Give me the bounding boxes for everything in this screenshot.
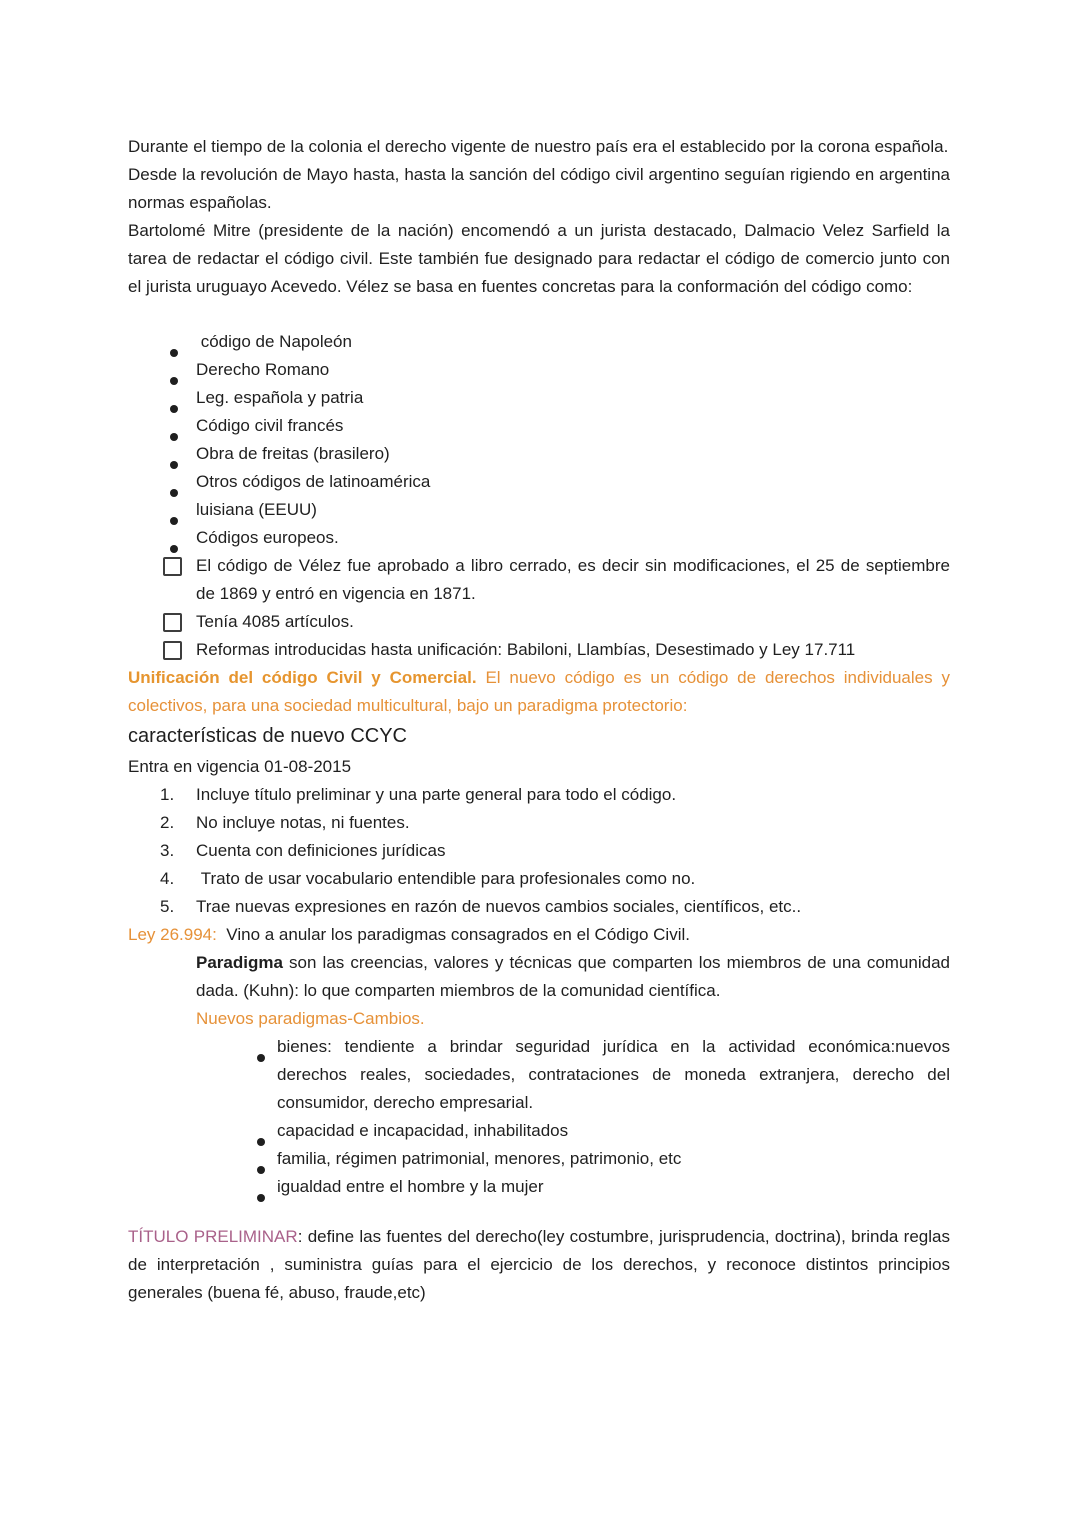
numbered-item-marker: 4. [160,869,175,888]
numbered-item [128,865,950,893]
list-item [128,1173,950,1201]
checkbox-list [128,552,950,664]
subheading-caracteristicas: características de nuevo CCYC [128,725,408,747]
spacer [128,1201,950,1223]
paragraph-revolucion: Desde la revolución de Mayo hasta, hasta la sanción del código civil argentino seguían rigiendo en argentina normas españolas. [128,165,950,212]
numbered-item-label: Trae nuevas expresiones en razón de nuevos cambios sociales, científicos, etc.. [196,897,802,916]
paragraph-mitre: Bartolomé Mitre (presidente de la nación) encomendó a un jurista destacado, Dalmacio Velez Sarfield la tarea de redactar el código civil. Este también fue designado para redactar el código de comercio junto con el jurista uruguayo Acevedo. Vélez se basa en fuentes concretas para la conformación del código como: [128,221,950,296]
list-item-label: bienes: tendiente a brindar seguridad jurídica en la actividad económica:nuevos derechos reales, sociedades, contrataciones de moneda extranjera, derecho del consumidor, derecho empresarial. [277,1037,950,1112]
titulo-preliminar-text: : define las fuentes del derecho(ley costumbre, jurisprudencia, doctrina), brinda reglas de interpretación , suministra guías para el ejercicio de los derechos, y reconoce distintos principios generales (buena fé, abuso, fraude,etc) [128,1227,950,1302]
titulo-preliminar-label: TÍTULO PRELIMINAR [128,1227,298,1246]
numbered-item-marker: 1. [160,785,175,804]
checkbox-item [128,636,950,664]
numbered-item-marker: 3. [160,841,175,860]
checkbox-item [128,552,950,608]
fuentes-bullet-list [128,328,950,552]
checkbox-icon [163,557,182,576]
checkbox-item-label: Tenía 4085 artículos. [196,612,354,631]
list-item-label: Otros códigos de latinoamérica [196,472,431,491]
cambios-bullet-list [128,1033,950,1201]
list-item-label: Leg. española y patria [196,388,364,407]
numbered-item-marker: 5. [160,897,175,916]
bullet-icon [257,1043,265,1071]
numbered-item-label: Cuenta con definiciones jurídicas [196,841,446,860]
list-item-label: Derecho Romano [196,360,330,379]
list-item [128,468,950,496]
numbered-item [128,781,950,809]
list-item [128,328,950,356]
numbered-item [128,893,950,921]
numbered-item-label: No incluye notas, ni fuentes. [196,813,410,832]
paragraph-colonia: Durante el tiempo de la colonia el derecho vigente de nuestro país era el establecido por la corona española. [128,137,949,156]
list-item [128,1145,950,1173]
list-item-label: capacidad e incapacidad, inhabilitados [277,1121,569,1140]
checkbox-icon [163,641,182,660]
list-item [128,524,950,552]
list-item-label: código de Napoleón [196,332,352,351]
ley-text: Vino a anular los paradigmas consagrados en el Código Civil. [216,925,690,944]
checkbox-item [128,608,950,636]
paragraph-unificacion [128,664,950,720]
paragraph-titulo-preliminar [128,1223,950,1307]
paradigma-block [128,949,950,1033]
checkbox-item-label: El código de Vélez fue aprobado a libro cerrado, es decir sin modificaciones, el 25 de septiembre de 1869 y entró en vigencia en 1871. [196,556,950,603]
paradigma-term: Paradigma [196,953,283,972]
list-item-label: Códigos europeos. [196,528,339,547]
unificacion-text: El nuevo código es un código de derechos individuales y colectivos, para una sociedad multicultural, bajo un paradigma protectorio: [128,668,950,715]
numbered-item [128,837,950,865]
checkbox-icon [163,613,182,632]
caracteristicas-numbered-list [128,781,950,921]
numbered-item-label: Incluye título preliminar y una parte general para todo el código. [196,785,677,804]
paradigma-definition: son las creencias, valores y técnicas que comparten los miembros de una comunidad dada. (Kuhn): lo que comparten miembros de la comunidad científica. [196,953,950,1000]
list-item [128,384,950,412]
list-item [128,412,950,440]
list-item-label: Obra de freitas (brasilero) [196,444,390,463]
numbered-item-marker: 2. [160,813,175,832]
list-item-label: igualdad entre el hombre y la mujer [277,1177,544,1196]
vigencia-line: Entra en vigencia 01-08-2015 [128,757,352,776]
list-item [128,496,950,524]
list-item [128,356,950,384]
list-item [128,1033,950,1117]
list-item [128,440,950,468]
list-item-label: luisiana (EEUU) [196,500,317,519]
bullet-icon [257,1183,265,1211]
ley-line [128,921,950,949]
subheading-nuevos-paradigmas: Nuevos paradigmas-Cambios. [196,1009,425,1028]
list-item-label: Código civil francés [196,416,344,435]
checkbox-item-label: Reformas introducidas hasta unificación: Babiloni, Llambías, Desestimado y Ley 17.711 [196,640,856,659]
list-item [128,1117,950,1145]
numbered-item [128,809,950,837]
list-item-label: familia, régimen patrimonial, menores, patrimonio, etc [277,1149,682,1168]
ley-label: Ley 26.994: [128,925,217,944]
spacer [128,301,950,328]
numbered-item-label: Trato de usar vocabulario entendible para profesionales como no. [196,869,696,888]
unificacion-heading: Unificación del código Civil y Comercial. [128,668,477,687]
paragraph-paradigma [196,949,950,1005]
